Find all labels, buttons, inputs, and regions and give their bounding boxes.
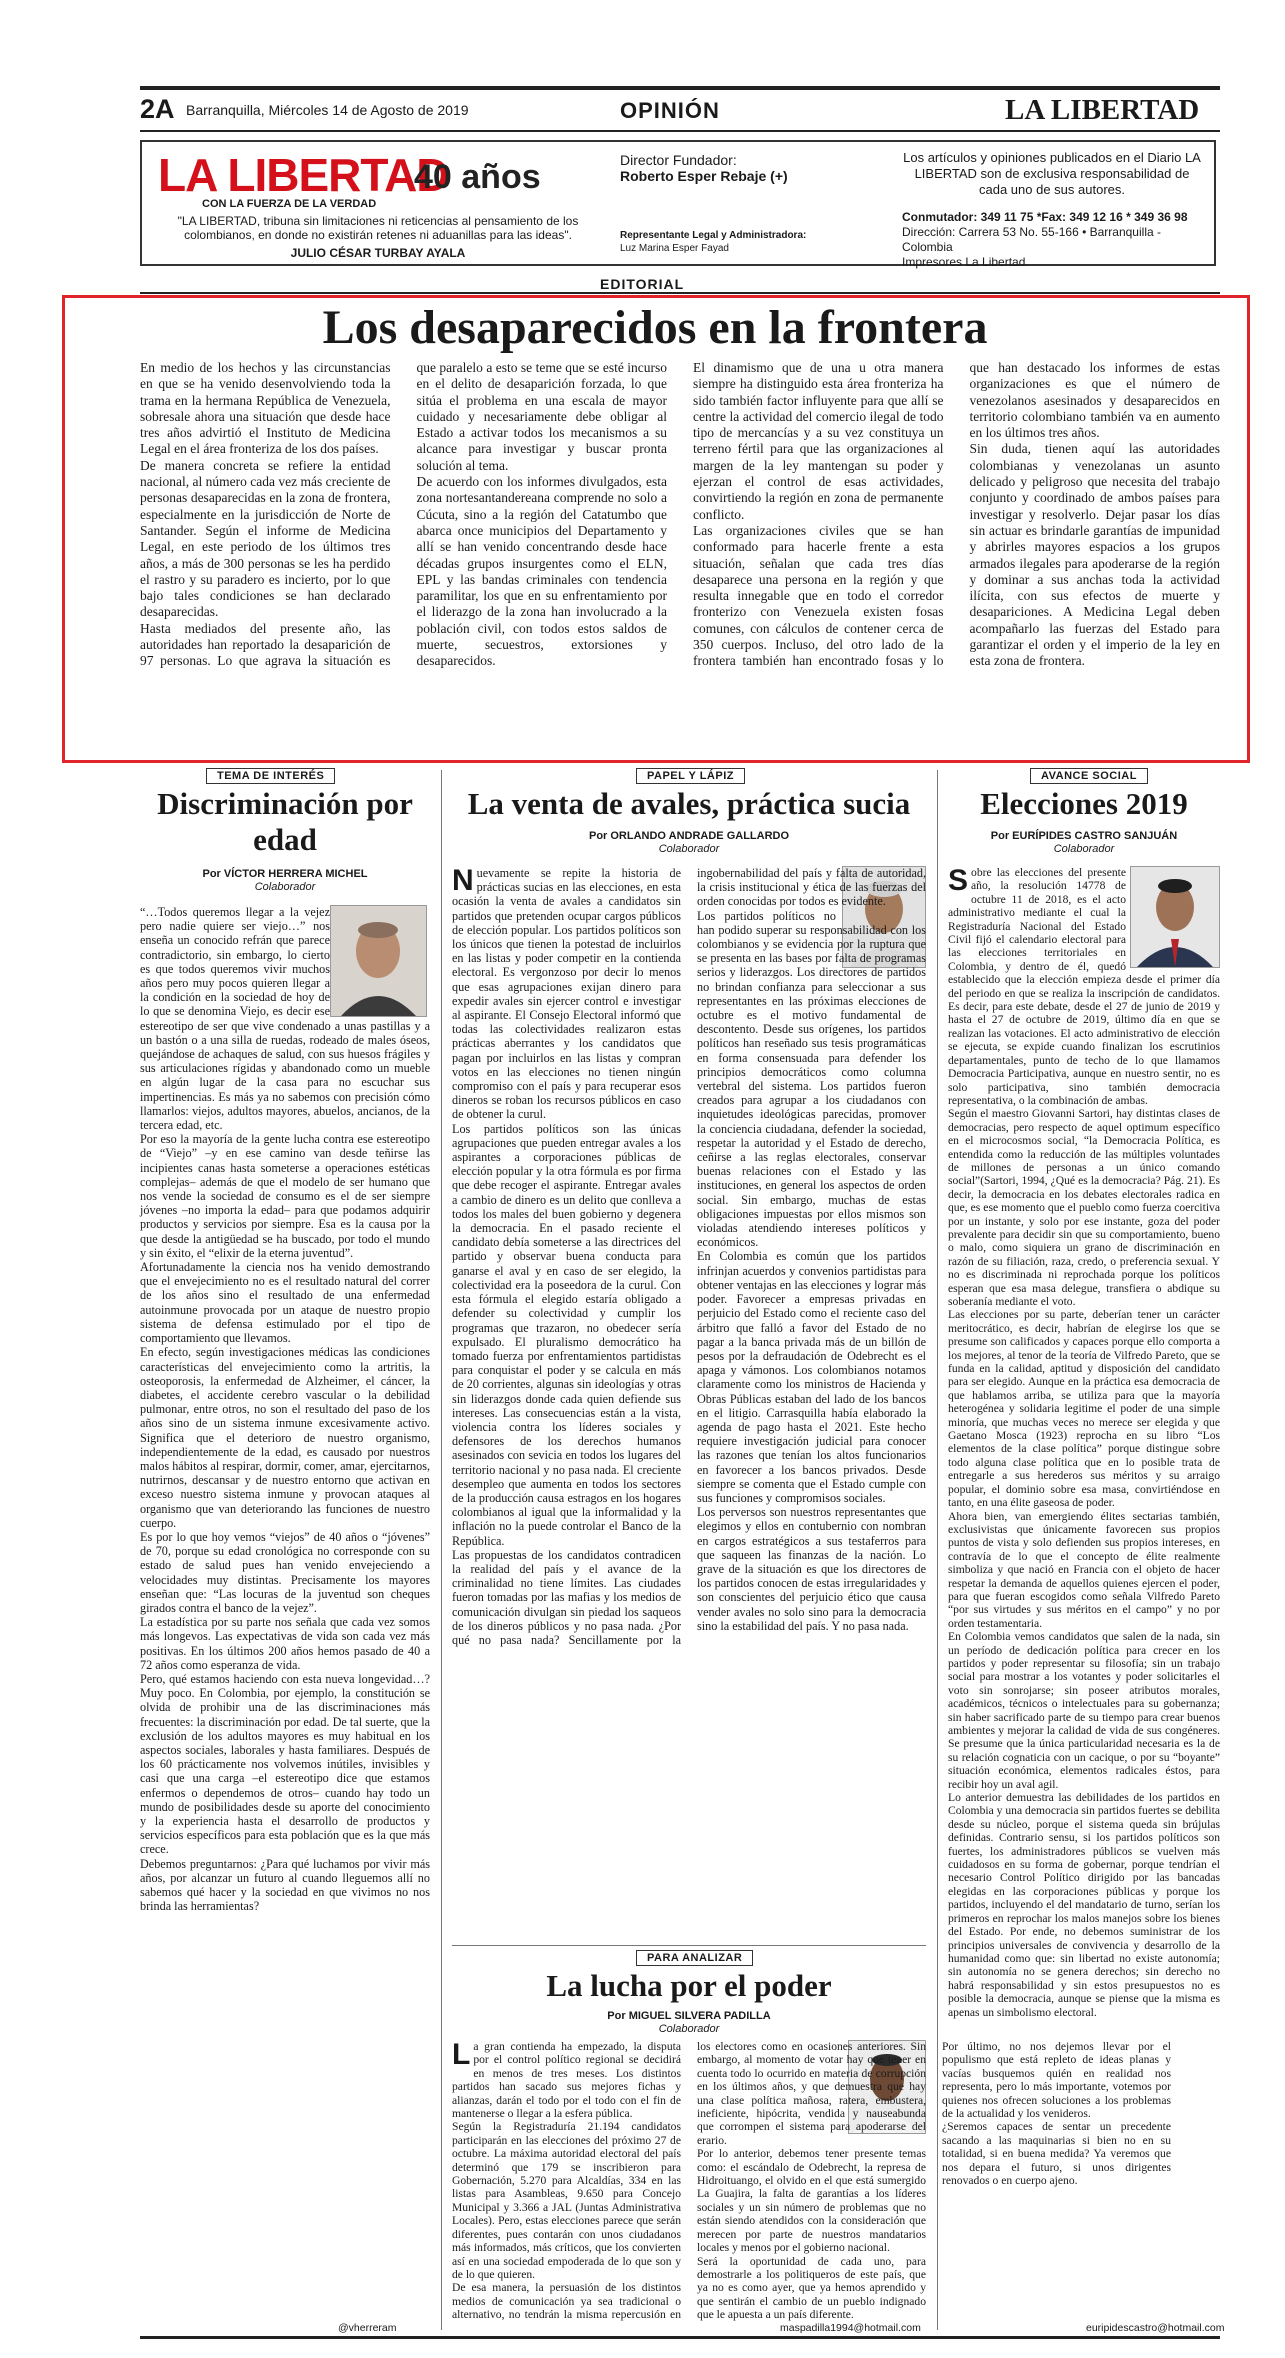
article-paragraph: Según el maestro Giovanni Sartori, hay distintas clases de democracias, pero respecto de aquel optimum específico en el microcosmos social, “la Democracia Política, es entendida como la reducción de las múltiples voluntades de millones de personas a un único comando social”(Sartori, 1994, ¿Qué es la democracia? Pág. 21). Es decir, la democracia en los debates electorales radica en que, es ese momento que el pueblo como fuerza coercitiva por un instante, y solo por ese instante, goza del poder prevalente para decidir sin que su comportamiento, bueno o malo, como siquiera un grano de discriminación en razón de su filiación, raza, credo, o preferencia sexual. Y no es discriminada ni reprochada porque los políticos esperan que esa masa delegue, transfiera o abdique su soberanía mediante el voto. — [948, 1107, 1220, 1308]
article-paragraph: En efecto, según investigaciones médicas las condiciones características del envejecimiento como la artritis, la osteoporosis, la enfermedad de Alzheimer, el cáncer, la diabetes, el accidente cerebro vascular o la debilidad pulmonar, entre otros, no son el resultado del paso de los años sino de un sistema inmune excesivamente activo. Significa que el deterioro de nuestro organismo, independientemente de la edad, es causado por nuestros malos hábitos al respirar, dormir, comer, amar, ejercitarnos, nutrirnos, descansar y de nuestro entorno que activan en exceso nuestro sistema inmune y provocan ataques al organismo que van deteriorando las funciones de nuestro cuerpo. — [140, 1345, 430, 1530]
article-paragraph: Debemos preguntarnos: ¿Para qué luchamos por vivir más años, por alcanzar un futuro al cuando lleguemos allí no sabemos qué hacer y la sociedad en que vivimos no nos brinda las herramientas? — [140, 1856, 430, 1914]
director-name: Roberto Esper Rebaje (+) — [620, 168, 788, 184]
page-folio: 2A — [140, 94, 175, 124]
article-paragraph: La estadística por su parte nos señala que cada vez somos más longevos. Las expectativas de vida son cada vez más positivas. En los últimos 200 años hemos pasado de 40 a 72 años como esperanza de vida. — [140, 1615, 430, 1672]
article-paragraph: “…Todos queremos llegar a la vejez pero nadie quiere ser viejo…” nos enseña un conocido refrán que parece contradictorio, sin embargo, lo cierto es que todos queremos vivir muchos años pero muy pocos quieren llegar a la condición en la sociedad de hoy de lo que se denomina Viejo, es decir ese estereotipo de ser que vive condenado a unas pastillas y a un bastón o a una silla de ruedas, rodeado de males óseos, quejándose de achaques de salud, con sus huesos frágiles y sus articulaciones rígidas y abandonado como un mueble en algún lugar de la casa para no escuchar sus impertinencias. Es más ya no sabemos con precisión cómo llamarlos: viejos, adultos mayores, abuelos, ancianos, de la tercera edad, etc. — [140, 905, 430, 1133]
section-tag: PARA ANALIZAR — [636, 1950, 753, 1966]
author-signature: euripidescastro@hotmail.com — [1086, 2322, 1225, 2334]
article-body — [948, 866, 1220, 2318]
article-body — [452, 866, 926, 1926]
editorial-paragraph: Las organizaciones civiles que se han conformado para hacerle frente a esta situación, señalan que cada tres días desaparece una persona en la región y que resulta innegable que en todo el corredor fronterizo con Venezuela existen fosas comunes, con cálculos de contener cerca de 350 cuerpos. Incluso, del otro lado de la frontera también han encontrado fosas y lo que han destacado los informes de estas organizaciones es que el número de venezolanos asesinados y desaparecidos en territorio colombiano también va en aumento en los últimos tres años. — [693, 360, 1220, 669]
page-date: Barranquilla, Miércoles 14 de Agosto de 2019 — [186, 102, 469, 118]
section-tag: PAPEL Y LÁPIZ — [636, 768, 745, 784]
brand-tagline: CON LA FUERZA DE LA VERDAD — [202, 198, 377, 210]
article-paragraph: Ahora bien, van emergiendo élites sectarias también, exclusivistas que únicamente favorecen sus propios puntos de vista y solo defienden sus propios intereses, en contravía de lo que el concepto de élite realmente simboliza y que nació en Francia con el objeto de hacer respetar la demanda de aquellos quienes ejercen el poder, para que fueran escogidos como señala Vilfredo Pareto “por sus virtudes y sus méritos en el campo” y no por orden testamentaria. — [948, 1509, 1220, 1630]
section-divider — [452, 1945, 926, 1946]
article-paragraph: Los partidos políticos son las únicas agrupaciones que pueden entregar avales a los aspirantes a corporaciones públicas de elección popular y la otra fórmula es por firma que debe recoger el aspirante. Entregar avales a cambio de dinero es un delito que conlleva a todos los males del buen gobierno y degenera la democracia. En el pasado reciente el candidato debía someterse a las directrices del partido y observar buena conducta para ganarse el aval y en caso de ser elegido, la colectividad era la poseedora de la curul. Con esta fórmula el elegido estaría obligado a defender su colectividad y cumplir los programas que trazaron, no obedecer sería expulsado. El pluralismo democrático ha tomado fuerza por enfrentamientos partidistas para conquistar el poder y se calcula en más de 20 corrientes, algunas sin ideologías y otras sin liderazgos donde cada quien defiende sus intereses. Las consecuencias están a la vista, violencia contra los líderes sociales y defensores de los derechos humanos asesinados con sevicia en todos los lugares del territorio nacional y no pasa nada. El creciente desempleo que aumenta en todos los sectores de la producción causa estragos en los hogares colombianos al igual que la informalidad y la inflación no la puede controlar el Banco de la República. — [452, 1121, 681, 1548]
contact-info — [902, 210, 1212, 270]
anniversary-label: 40 años — [414, 158, 541, 196]
article-paragraph — [452, 866, 681, 1122]
article-paragraph: En Colombia es común que los partidos infrinjan acuerdos y convenios partidistas para obtener ventajas en las elecciones y lograr más poder. Favorecer a empresas privadas en perjuicio del Estado como el reciente caso del árbitro que falló a favor del Estado de no pagar a la banca privada más de un billón de pesos por la defraudación de Odebrecht es el apaga y vámonos. Los colombianos notamos claramente como los ministros de Hacienda y Obras Públicas estaban del lado de los bancos en el litigio. Carrasquilla había elaborado la agenda de pago hasta el 2021. Este hecho requiere investigación judicial para conocer las razones que tenían los altos funcionarios en favorecer a los bancos privados. Desde siempre se comenta que el Estado cumple con sus funciones y compromisos sociales. — [697, 1249, 926, 1505]
editorial-paragraph: Sin duda, tienen aquí las autoridades colombianas y venezolanas un asunto delicado y peligroso que necesita del trabajo conjunto y coordinado de ambos países para investigar y resolverlo. Dejar pasar los días sin actuar es brindarle garantías de impunidad y abrirles mayores espacios a los grupos armados ilegales para apoderarse de la región y dominar a sus anchas toda la actividad ilícita, con sus efectos de muerte y desapariciones. A Medicina Legal deben acompañarlo las fuerzas del Estado para garantizar el orden y el imperio de la ley en esta zona de frontera. — [969, 441, 1220, 669]
article-title: La lucha por el poder — [546, 1968, 832, 2003]
brand-logo: LA LIBERTAD — [158, 149, 449, 201]
byline — [452, 830, 926, 856]
article-paragraph: Según la Registraduría 21.194 candidatos participarán en las elecciones del próximo 27 de octubre. La máxima autoridad electoral del país determinó que 179 se inscribieron para Gobernación, 5.270 para Alcaldías, 334 en las listas para Asambleas, 9.650 para Concejo Municipal y 3.366 a JAL (Juntas Administrativa Locales). Pero, estas elecciones parece que serán diferentes, pues contarán con unos ciudadanos más informados, más críticos, que los convierten así en una sociedad empoderada de lo que son y de lo que quieren. — [452, 2120, 681, 2281]
article-paragraph: Las elecciones por su parte, deberían tener un carácter meritocrático, es decir, habrían de elegirse los que se presume son calificados y capaces porque ello comporta a los mejores, al tenor de la teoría de Vilfredo Pareto, que se funda en la calidad, aptitud y disposición del candidato para ser elegido. Aunque en la práctica esa democracia de que hablamos arriba, se utiliza para que la mayoría heterogénea y solidaria legitime el poder de una simple minoría, que muchas veces no merece ser elegida y que Gaetano Mosca (1923) reprocha en su libro “Los elementos de la clase política” porque distingue sobre todo alguna clase política que en lo posible trata de entregarle a sus herederos sus méritos y su arraigo popular, el dominio sobre esa masa, convirtiéndose en tanto, en una élite gaseosa de poder. — [948, 1308, 1220, 1510]
editorial-paragraph: De manera concreta se refiere la entidad nacional, al número cada vez más creciente de personas desaparecidas en la zona de frontera, especialmente en la jurisdicción de Norte de Santander. Según el informe de Medicina Legal, en este periodo de los últimos tres años, a más de 300 personas se les ha perdido el rastro y su paradero es incierto, por lo que bajo tales condiciones se han declarado desaparecidas. — [140, 457, 391, 620]
author-role: Colaborador — [658, 843, 720, 855]
author-role: Colaborador — [254, 881, 316, 893]
masthead — [140, 140, 1216, 269]
byline — [948, 830, 1220, 856]
section-tag: TEMA DE INTERÉS — [206, 768, 335, 784]
quote-author: JULIO CÉSAR TURBAY AYALA — [290, 246, 466, 260]
article-title: La venta de avales, práctica sucia — [467, 786, 911, 821]
article-paragraph: ¿Seremos capaces de sentar un precedente sacando a las maquinarias si bien no en su totalidad, si en buena medida? Ya veremos que nos depara el futuro, si unos dirigentes renovados o en cuerpo ajeno. — [942, 2120, 1171, 2188]
editorial-label: EDITORIAL — [600, 276, 685, 292]
article-paragraph: Los partidos políticos no han podido superar su responsabilidad con los colombianos y se evidencia por la ruptura que se presenta en las bases por falta de programas serios y liderazgos. Los directores de partidos no brindan confianza para seleccionar a sus representantes en las próximas elecciones de octubre es el motivo fundamental de descontento. Desde sus orígenes, los partidos políticos han reseñado sus tesis programáticas en forma consensuada para defender los principios democráticos como columna vertebral del sistema. Los partidos fueron creados para agrupar a los ciudadanos con inquietudes ideológicas parecidas, promover la conciencia ciudadana, defender la sociedad, respetar la autoridad y el Estado de derecho, ceñirse a las reglas electorales, conservar buenas relaciones con el Estado y las instituciones, en general los aspectos de orden social. Sin embargo, muchas de estas obligaciones impuestas por ellos mismos son violadas atendiendo intereses políticos y económicos. — [697, 908, 926, 1250]
disclaimer: Los artículos y opiniones publicados en el Diario LA LIBERTAD son de exclusiva responsabilidad de cada uno de sus autores. — [903, 150, 1201, 197]
author-role: Colaborador — [658, 2023, 720, 2035]
editorial-paragraph: De acuerdo con los informes divulgados, esta zona nortesantandereana comprende no solo a Cúcuta, sino a la región del Catatumbo que abarca once municipios del Departamento y allí se han venido concentrando desde hace décadas grupos insurgentes como el ELN, EPL y las bandas criminales con tendencia paramilitar, los que en su enfrentamiento por el liderazgo de la zona han involucrado a la población civil, con todos estos saldos de muerte, secuestros, extorsiones y desaparecidos. — [416, 474, 667, 669]
drop-cap: N — [452, 864, 474, 897]
editorial-paragraph: Hasta mediados del presente año, las autoridades han reportado la desaparición de 97 personas. Lo que agrava la situación es que paralelo a esto se teme que se esté incurso en el delito de desaparición forzada, lo que sitúa el problema en una escala de mayor cuidado y necesariamente debe obligar al Estado a activar todos los mecanismos a su alcance para investigar y buscar pronta solución al tema. — [140, 360, 667, 669]
article-title: Discriminación por edad — [157, 786, 413, 857]
author-role: Colaborador — [1053, 843, 1115, 855]
article-paragraph: Los perversos son nuestros representantes que elegimos y ellos en contubernio con nombran en cargos estratégicos a sus testaferros para que saqueen las finanzas de la nación. Lo grave de la situación es que los directores de los partidos conocen de estas irregularidades y son conscientes del perjuicio ético que causa vender avales no solo sino para la democracia sino la estabilidad del país. Y no pasa nada. — [697, 1505, 926, 1633]
section-tag: AVANCE SOCIAL — [1030, 768, 1148, 784]
column-divider — [441, 770, 442, 2330]
article-paragraph — [452, 2040, 681, 2120]
contact-phone: Conmutador: 349 11 75 *Fax: 349 12 16 * 349 36 98 — [902, 210, 1188, 224]
author-signature: @vherreram — [338, 2322, 397, 2334]
director-label: Director Fundador: — [620, 152, 737, 168]
author-name: Por ORLANDO ANDRADE GALLARDO — [588, 830, 790, 842]
article-paragraph: Es por lo que hoy vemos “viejos” de 40 años o “jóvenes” de 70, porque su edad cronológica no corresponde con su estado de salud pues han venido envejeciendo a velocidades muy distintas. Precisamente los mayores enseñan que: “Las locuras de la juventud son cheques girados contra el banco de la vejez”. — [140, 1529, 430, 1615]
drop-cap: L — [452, 2038, 471, 2071]
paragraph-text: a gran contienda ha empezado, la disputa por el control político regional se decidirá en menos de tres meses. Los distintos partidos han sacado sus mejores fichas y alianzas, darán el todo por el todo con el fin de mantenerse o llegar a la esfera pública. — [452, 2040, 681, 2121]
legal-rep-name: Luz Marina Esper Fayad — [620, 243, 729, 254]
paper-name: LA LIBERTAD — [1005, 94, 1200, 126]
article-body — [452, 2038, 1171, 2325]
article-paragraph: En Colombia vemos candidatos que salen de la nada, sin un período de dedicación política para crecer en los partidos y poder representar su filosofía; sin un trabajo social para mostrar a los votantes y poder solicitarles el voto sin sonrojarse; sin poseer atributos morales, académicos, técnicos o intelectuales para su gobernanza; sin haber sacrificado parte de su tiempo para crear buenos ambientes y mejorar la calidad de vida de sus congéneres. Se presume que la única particularidad necesaria es la de su relación cognaticia con un cacique, o por su “boyante” situación económica, elementos radicales éstos, para recibir hoy un aval agil. — [948, 1630, 1220, 1791]
column-divider — [937, 770, 938, 2330]
drop-cap: S — [948, 864, 969, 897]
editorial-rule — [140, 292, 1220, 294]
author-name: Por EURÍPIDES CASTRO SANJUÁN — [990, 830, 1178, 842]
paragraph-text: uevamente se repite la historia de prácticas sucias en las elecciones, en esta ocasión la venta de avales a candidatos sin partidos que pretenden ocupar cargos públicos de elección popular. Los partidos políticos son los únicos que tienen la potestad de incluirlos en las listas y poder competir en la contienda electoral. Es vergonzoso por decir lo menos que esas agrupaciones exijan dinero para expedir avales sin ejercer control e investigar al aspirante. El Consejo Electoral informó que todas las colectividades realizaron estas prácticas aberrantes y los candidatos que pagan por incluirlos en las listas y compran votos en las elecciones no tienen ningún compromiso con el país y para recuperar esos dineros se roban los recursos públicos en caso de obtener la curul. — [452, 866, 681, 1122]
author-name: Por VÍCTOR HERRERA MICHEL — [202, 868, 368, 880]
contact-address: Dirección: Carrera 53 No. 55-166 • Barranquilla - Colombia — [902, 225, 1161, 254]
founder-quote: "LA LIBERTAD, tribuna sin limitaciones ni reticencias al pensamiento de los colombianos, en donde no existirán retenes ni aduanillas para las ideas". — [177, 214, 579, 242]
legal-rep-label: Representante Legal y Administradora: — [620, 230, 807, 241]
editorial-title: Los desaparecidos en la frontera — [322, 301, 988, 354]
author-name: Por MIGUEL SILVERA PADILLA — [607, 2010, 771, 2022]
section-name: OPINIÓN — [620, 98, 720, 123]
article-paragraph: Afortunadamente la ciencia nos ha venido demostrando que el envejecimiento no es el resultado natural del correr de los años sino el resultado de una enfermedad autoinmune provocada por un ataque de nuestro propio sistema de defensa estimulado por el tipo de comportamiento que llevamos. — [140, 1260, 430, 1346]
byline — [140, 868, 430, 894]
editorial-paragraph: El dinamismo que de una u otra manera siempre ha distinguido esta área fronteriza ha sido también factor influyente para que allí se centre la actividad del comercio ilegal de todo tipo de mercancías y a su vez constituya un terreno fértil para que las organizaciones al margen de la ley mantengan su poder y ejerzan el control de esas actividades, convirtiendo la región en zona de permanente conflicto. — [693, 360, 944, 522]
header-rule-bottom — [140, 130, 1220, 132]
article-paragraph: Será la oportunidad de cada uno, para demostrarle a los politiqueros de este país, que ya no es como ayer, que ya hemos aprendido y que sentirán el cambio de un pueblo indignado que le apuesta a un país diferente. — [697, 2254, 926, 2322]
contact-printer: Impresores La Libertad. — [902, 255, 1029, 269]
editorial-body — [140, 360, 1220, 750]
editorial-paragraph: En medio de los hechos y las circunstancias en que se ha venido desenvolviendo toda la trama en la hermana República de Venezuela, sobresale ahora una situación que desde hace tres años advirtió el Instituto de Medicina Legal en el área fronteriza de los dos países. — [140, 360, 391, 457]
author-signature: maspadilla1994@hotmail.com — [780, 2322, 921, 2334]
article-paragraph: Pero, qué estamos haciendo con esta nueva longevidad…? Muy poco. En Colombia, por ejemplo, la constitución se olvida de prohibir una de las discriminaciones más frecuentes: la discriminación por edad. De tal suerte, que la exclusión de los adultos mayores es muy habitual en los aspectos sociales, laborales y hasta familiares. Después de los 60 prácticamente nos volvemos inútiles, invisibles y casi que una carga –el estereotipo dice que estamos enfermos o dependemos de otros– cuando hay todo un mundo de posibilidades desde su aporte del conocimiento y la experiencia hasta el desarrollo de productos y servicios específicos para esta población que es la que más crece. — [140, 1671, 430, 1857]
article-paragraph: Las propuestas de los candidatos contradicen la realidad del país y el avance de la criminalidad no tiene límites. Las ciudades fueron tomadas por las mafias y los medios de comunicación divulgan sin piedad los saqueos de los dineros públicos y no pasa nada. ¿Por qué no pasa nada? Sencillamente por la ingobernabilidad del país y falta de autoridad, la crisis institucional y ética de las fuerzas del orden conocidas por todos es evidente. — [452, 866, 926, 1647]
article-paragraph: Por lo anterior, debemos tener presente temas como: el escándalo de Odebrecht, la represa de Hidroituango, el olvido en el que está sumergido La Guajira, la falta de garantías a los líderes sociales y un sin número de problemas que no están siendo atendidos con la consideración que merecen por parte de nuestros mandatarios locales y menos por el gobierno nacional. — [697, 2147, 926, 2255]
article-paragraph: Lo anterior demuestra las debilidades de los partidos en Colombia y una democracia sin partidos fuertes se debilita desde su núcleo, porque el sistema queda sin brújulas definidas. Contrario sensu, si los partidos políticos son fuertes, los administradores públicos se vuelven más cuidadosos en su forma de gobernar, porque tendrían el necesario Control Político dirigido por las bancadas elegidas en las corporaciones públicas y porque los partidos, incluyendo el del mandatario de turno, serían los primeros en reprochar los malos manejos sobre los bienes del Estado. Por ende, no debemos suministrar de los principios universales de convivencia y desarrollo de la humanidad como que: sin libertad no existe autonomía; sin autonomía no se genera derechos; sin derecho no habrá responsabilidad y sin estos presupuestos no es posible la democracia, aunque se piense que la misma es apenas un simbolismo electoral. — [948, 1791, 1220, 2019]
footer-rule — [140, 2336, 1220, 2339]
article-paragraph: Por último, no nos dejemos llevar por el populismo que está repleto de ideas planas y vacías busquemos quién en realidad nos representa, pero lo más importante, votemos por quienes nos ofrecen soluciones a los problemas de la actualidad y los venideros. — [942, 2040, 1171, 2121]
header-rule — [140, 86, 1220, 90]
article-title: Elecciones 2019 — [980, 786, 1188, 821]
paragraph-text: obre las elecciones del presente año, la resolución 14778 de octubre 11 de 2018, es el acto administrativo mediante el cual la Registraduría Nacional del Estado Civil fijó el calendario electoral para las elecciones territoriales en Colombia, y dentro de él, quedó establecido que la elección empieza desde el primer día del periodo en que se realiza la inscripción de candidatos. Es decir, para este debate, desde el 27 de junio de 2019 y hasta el 27 de octubre de 2019, último día en que se realizan las votaciones. El acto administrativo de elección se ejecuta, se expide cuando finalizan los escrutinios departamentales, punto de techo de lo que llamamos Democracia Participativa, aunque en nuestro sentir, no es solo participativa, sino también democracia representativa, o la combinación de ambas. — [948, 866, 1220, 1107]
article-paragraph: De esa manera, la persuasión de los distintos medios de comunicación ya sea tradicional o alternativo, no tendrán la misma repercusión en los electores como en ocasiones anteriores. Sin embargo, al momento de votar hay que tener en cuenta todo lo ocurrido en materia de corrupción en los últimos años, y que demuestra que hay una clase política mañosa, ratera, embustera, ineficiente, hipócrita, vendida y nauseabunda que corrompen el sistema para apoderarse del erario. — [452, 2040, 926, 2322]
byline — [452, 2010, 926, 2036]
article-body — [140, 905, 430, 2325]
article-paragraph: Por eso la mayoría de la gente lucha contra ese estereotipo de “Viejo” –y en ese camino van desde teñirse las incipientes canas hasta someterse a operaciones estéticas complejas– además de que el modelo de ser humano que nos vende la sociedad de consumo es el de ser siempre jóvenes –no importa la edad– para que podamos adquirir productos y servicios por siempre. Esa es la causa por la que desde la antigüedad se ha buscado, por todo el mundo y sin éxito, el “elixir de la eterna juventud”. — [140, 1132, 430, 1260]
